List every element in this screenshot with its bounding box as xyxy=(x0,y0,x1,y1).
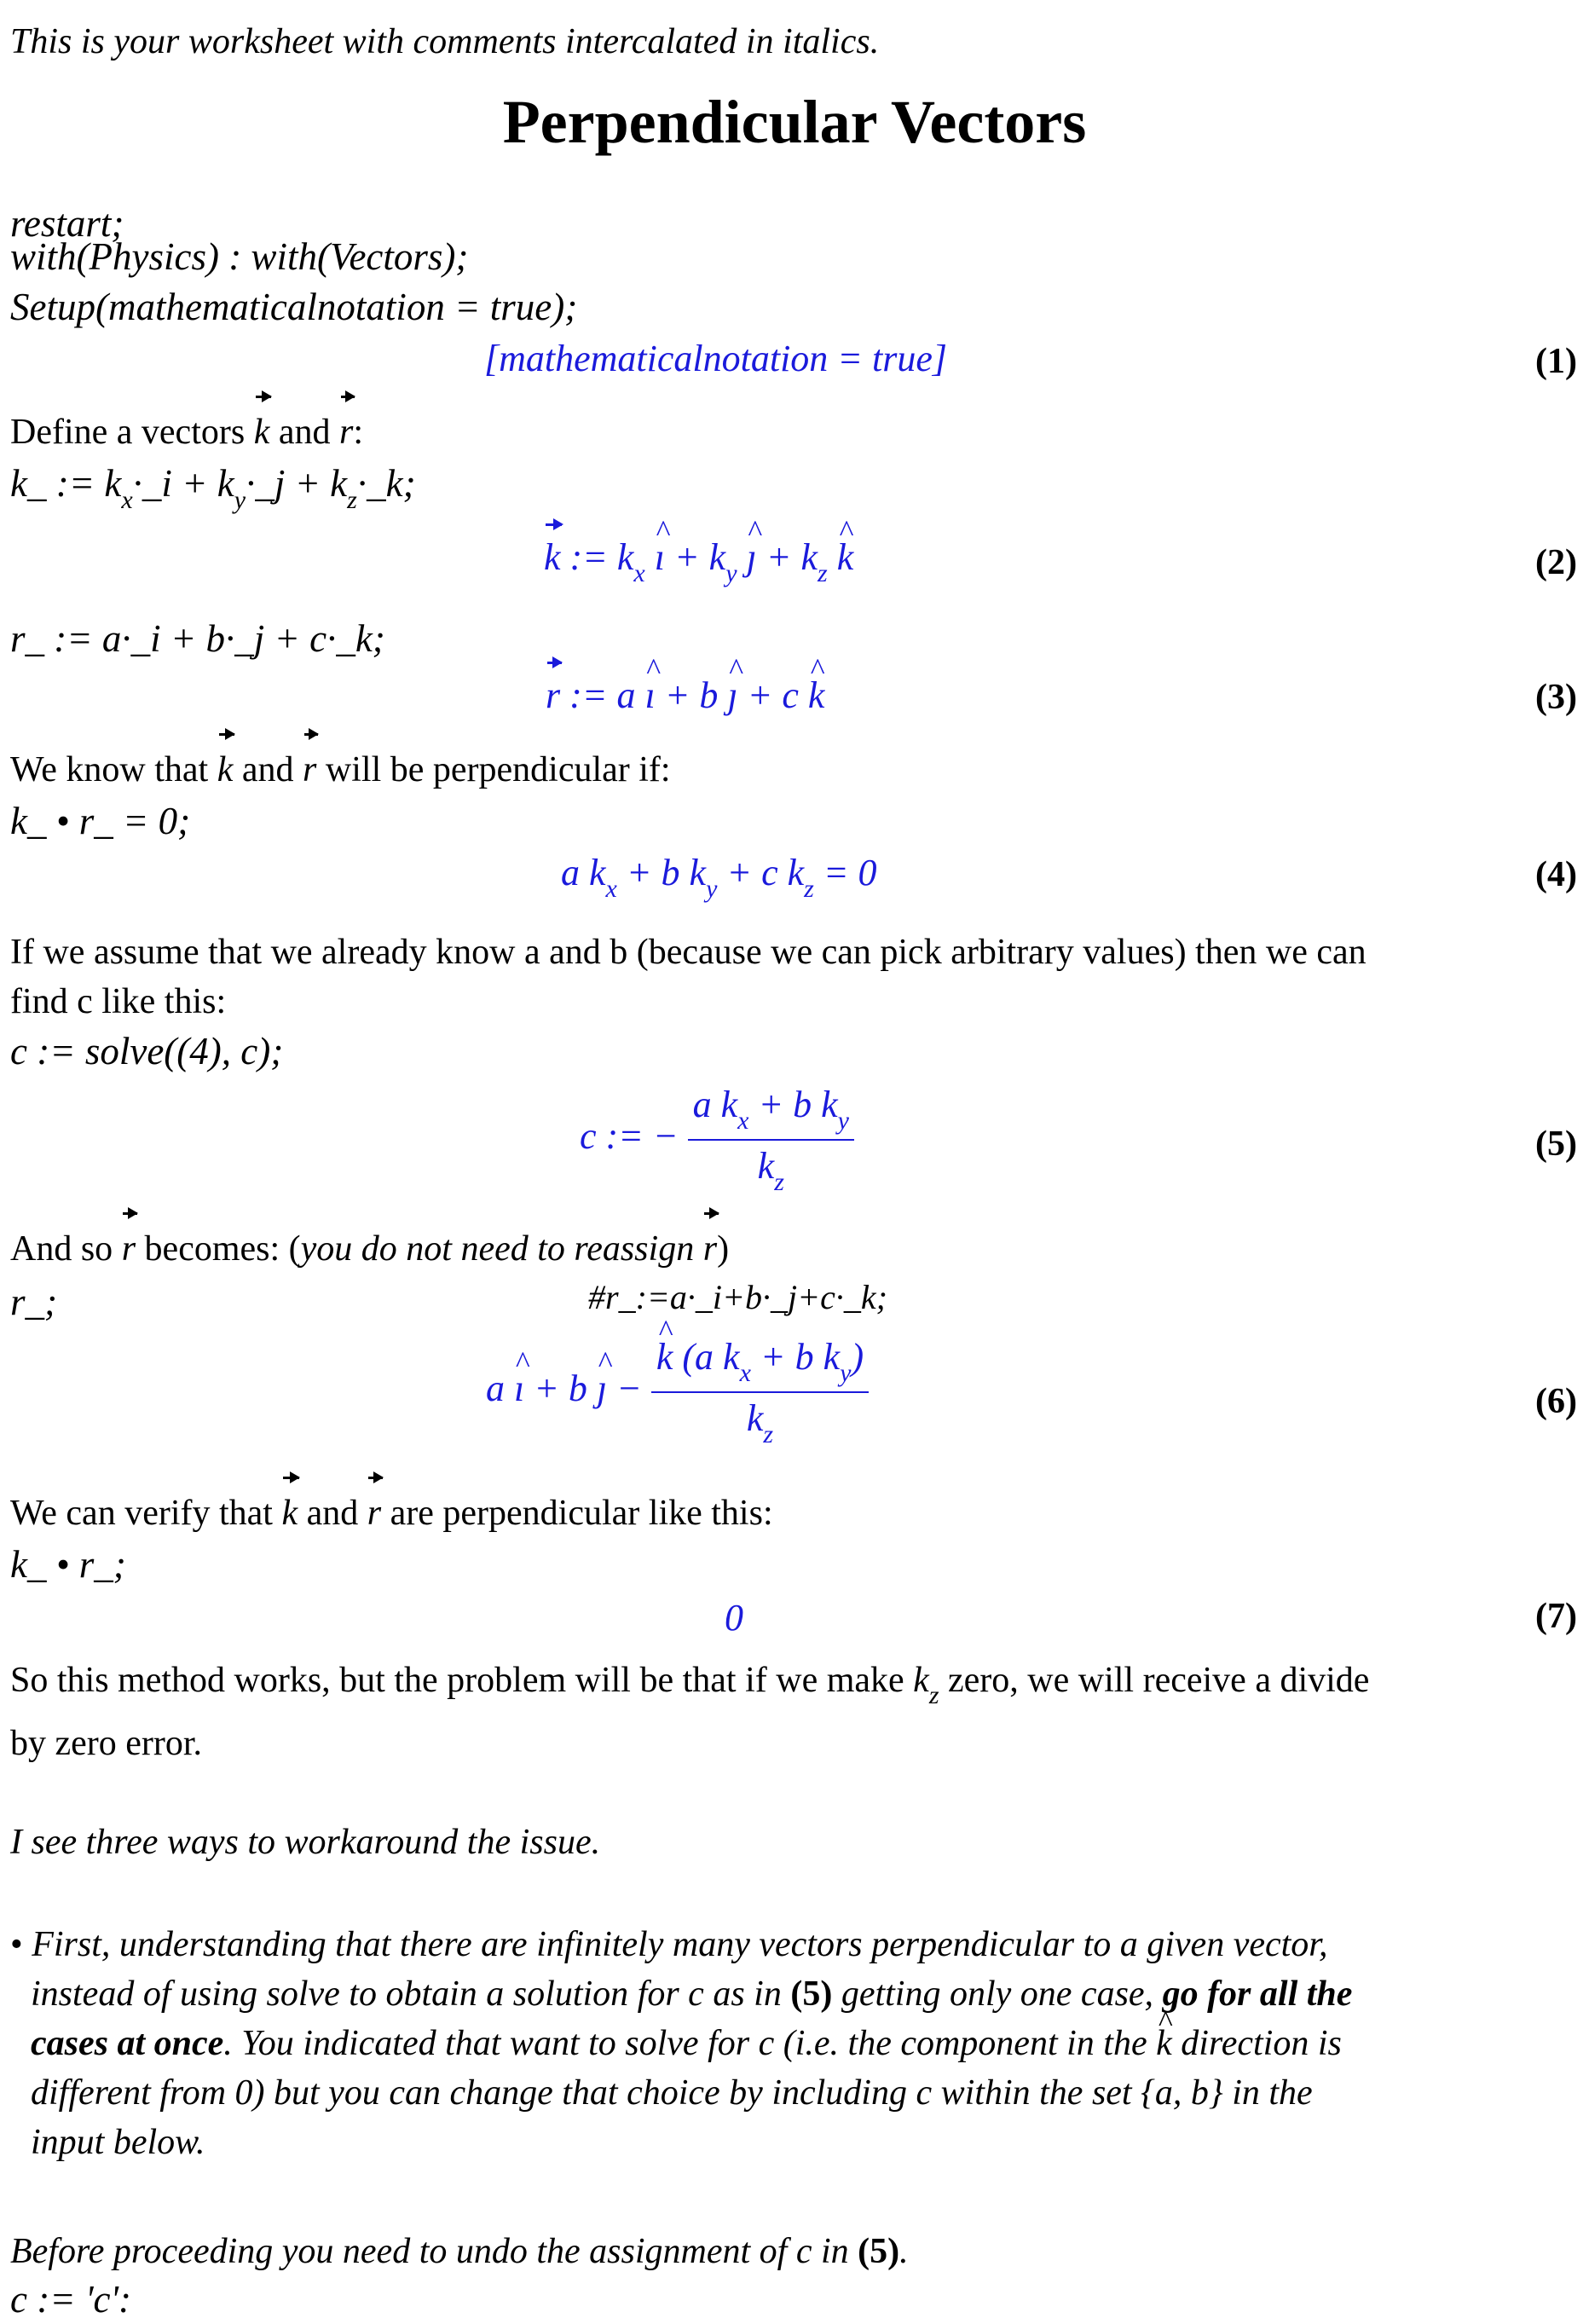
r-vector-symbol: r xyxy=(122,1224,136,1274)
bullet-line-4: different from 0) but you can change that choice by including c within the set {a, b} in the xyxy=(31,2073,1313,2113)
setup-output: [mathematicalnotation = true] xyxy=(484,338,947,379)
bullet-text-1: First, understanding that there are infinitely many vectors perpendicular to a given vector, xyxy=(32,1925,1328,1964)
r-definition-input[interactable]: r_ := a·_i + b·_j + c·_k; xyxy=(10,617,385,660)
r-show-input[interactable]: r_; xyxy=(10,1281,57,1323)
bullet-mark: • xyxy=(10,1925,32,1964)
equation-ref-5[interactable]: (5) xyxy=(790,1974,833,2014)
r-definition-output: r := a ^ ı + b ^ ȷ + c ^ k xyxy=(546,673,824,717)
equation-label-2: (2) xyxy=(1535,543,1577,582)
dot-show-input[interactable]: k_ • r_; xyxy=(10,1543,126,1586)
know-text xyxy=(10,745,1579,795)
so-text-a: And so xyxy=(10,1229,122,1269)
bullet-line-5: input below. xyxy=(31,2123,205,2162)
restart-command[interactable]: restart; xyxy=(10,202,124,245)
bullet-line-3: cases at once. You indicated that want to solve for c (i.e. the component in the ^ k direction is xyxy=(31,2019,1579,2068)
k-definition-input[interactable]: k_ := $k_x\cdot\_i$ + $k_y\cdot\_j$ + $k_z\cdot\_k$; xyxy=(10,462,416,514)
bullet-line-1 xyxy=(10,1920,1579,1969)
define-text-b: and xyxy=(269,413,340,452)
bullet-text-2a: instead of using solve to obtain a solution for c as in xyxy=(31,1974,791,2014)
bullet-line-2 xyxy=(31,1969,1579,2019)
works-text-a: So this method works, but the problem will be that if we make xyxy=(10,1661,914,1700)
dot-show-output: 0 xyxy=(725,1597,743,1639)
unassign-input[interactable]: c := 'c': xyxy=(10,2278,132,2321)
setup-command[interactable]: Setup(mathematicalnotation = true); xyxy=(10,286,578,328)
r-vector-symbol: r xyxy=(367,1489,381,1538)
bullet-bold-3a: cases at once xyxy=(31,2024,224,2063)
bullet-text-3c: direction is xyxy=(1171,2024,1342,2063)
r-vector-symbol: r xyxy=(703,1224,717,1274)
before-text-c: . xyxy=(899,2232,909,2271)
equation-label-4: (4) xyxy=(1535,855,1577,894)
know-text-c: will be perpendicular if: xyxy=(316,750,671,789)
verify-text-a: We can verify that xyxy=(10,1494,282,1533)
assume-text-line2: find c like this: xyxy=(10,982,227,1021)
equation-label-3: (3) xyxy=(1535,678,1577,717)
so-text-b: becomes: ( xyxy=(136,1229,301,1269)
works-text-line1: So this method works, but the problem will be that if we make $k_z$ zero, we will receive a divide xyxy=(10,1661,1370,1709)
define-text-c: : xyxy=(353,413,364,452)
dot-product-input[interactable]: k_ • r_ = 0; xyxy=(10,800,191,842)
intro-note: This is your worksheet with comments intercalated in italics. xyxy=(10,22,880,61)
know-text-a: We know that xyxy=(10,750,217,789)
r-vector-symbol: r xyxy=(303,745,316,795)
before-text xyxy=(10,2227,1579,2276)
three-ways-text: I see three ways to workaround the issue. xyxy=(10,1823,601,1862)
assume-text-line1: If we assume that we already know a and b (because we can pick arbitrary values) then we can xyxy=(10,933,1367,972)
equation-ref-5[interactable]: (5) xyxy=(858,2232,900,2271)
k-vector-symbol: k xyxy=(217,745,234,795)
solve-output: c := − $\frac{a k_x + b k_y}{k_z}$ xyxy=(580,1083,854,1197)
verify-text-b: and xyxy=(298,1494,367,1533)
verify-text xyxy=(10,1489,1579,1538)
r-comment: #r_:=a·_i+b·_j+c·_k; xyxy=(588,1278,887,1316)
know-text-b: and xyxy=(233,750,303,789)
dot-product-output: a $k_x + b$ $k_y + c$ $k_z = 0$ xyxy=(561,852,877,903)
k-vector-symbol: k xyxy=(254,408,270,457)
works-text-b: zero, we will receive a divide xyxy=(939,1661,1370,1700)
with-command[interactable]: with(Physics) : with(Vectors); xyxy=(10,235,469,278)
before-text-a: Before proceeding you need to undo the assignment of c in xyxy=(10,2232,858,2271)
bullet-text-3b: . You indicated that want to solve for c (i.e. the component in the xyxy=(223,2024,1157,2063)
r-show-output: a ^ ı + b ^ ȷ − ^ $\frac{k (a k_x + b k_y)}{k_z}$ xyxy=(486,1335,869,1449)
so-text-c: you do not need to reassign xyxy=(300,1229,703,1269)
so-text-d: ) xyxy=(717,1229,730,1269)
verify-text-c: are perpendicular like this: xyxy=(381,1494,773,1533)
k-vector-symbol: k xyxy=(281,1489,298,1538)
equation-label-1: (1) xyxy=(1535,342,1577,381)
so-text xyxy=(10,1224,1579,1274)
equation-label-7: (7) xyxy=(1535,1597,1577,1636)
r-vector-symbol: r xyxy=(339,408,353,457)
equation-label-6: (6) xyxy=(1535,1382,1577,1421)
define-text xyxy=(10,408,1579,457)
page-title: Perpendicular Vectors xyxy=(502,88,1087,156)
bullet-text-2c: getting only one case, xyxy=(832,1974,1163,2014)
bullet-bold-2d: go for all the xyxy=(1162,1974,1353,2014)
solve-input[interactable]: c := solve((4), c); xyxy=(10,1030,284,1072)
define-text-a: Define a vectors xyxy=(10,413,254,452)
works-text-line2: by zero error. xyxy=(10,1724,203,1763)
k-definition-output: k := $k_x$ ^ ı + $k_y$ ^ ȷ + $k_z$ ^ k xyxy=(544,535,853,588)
equation-label-5: (5) xyxy=(1535,1124,1577,1164)
